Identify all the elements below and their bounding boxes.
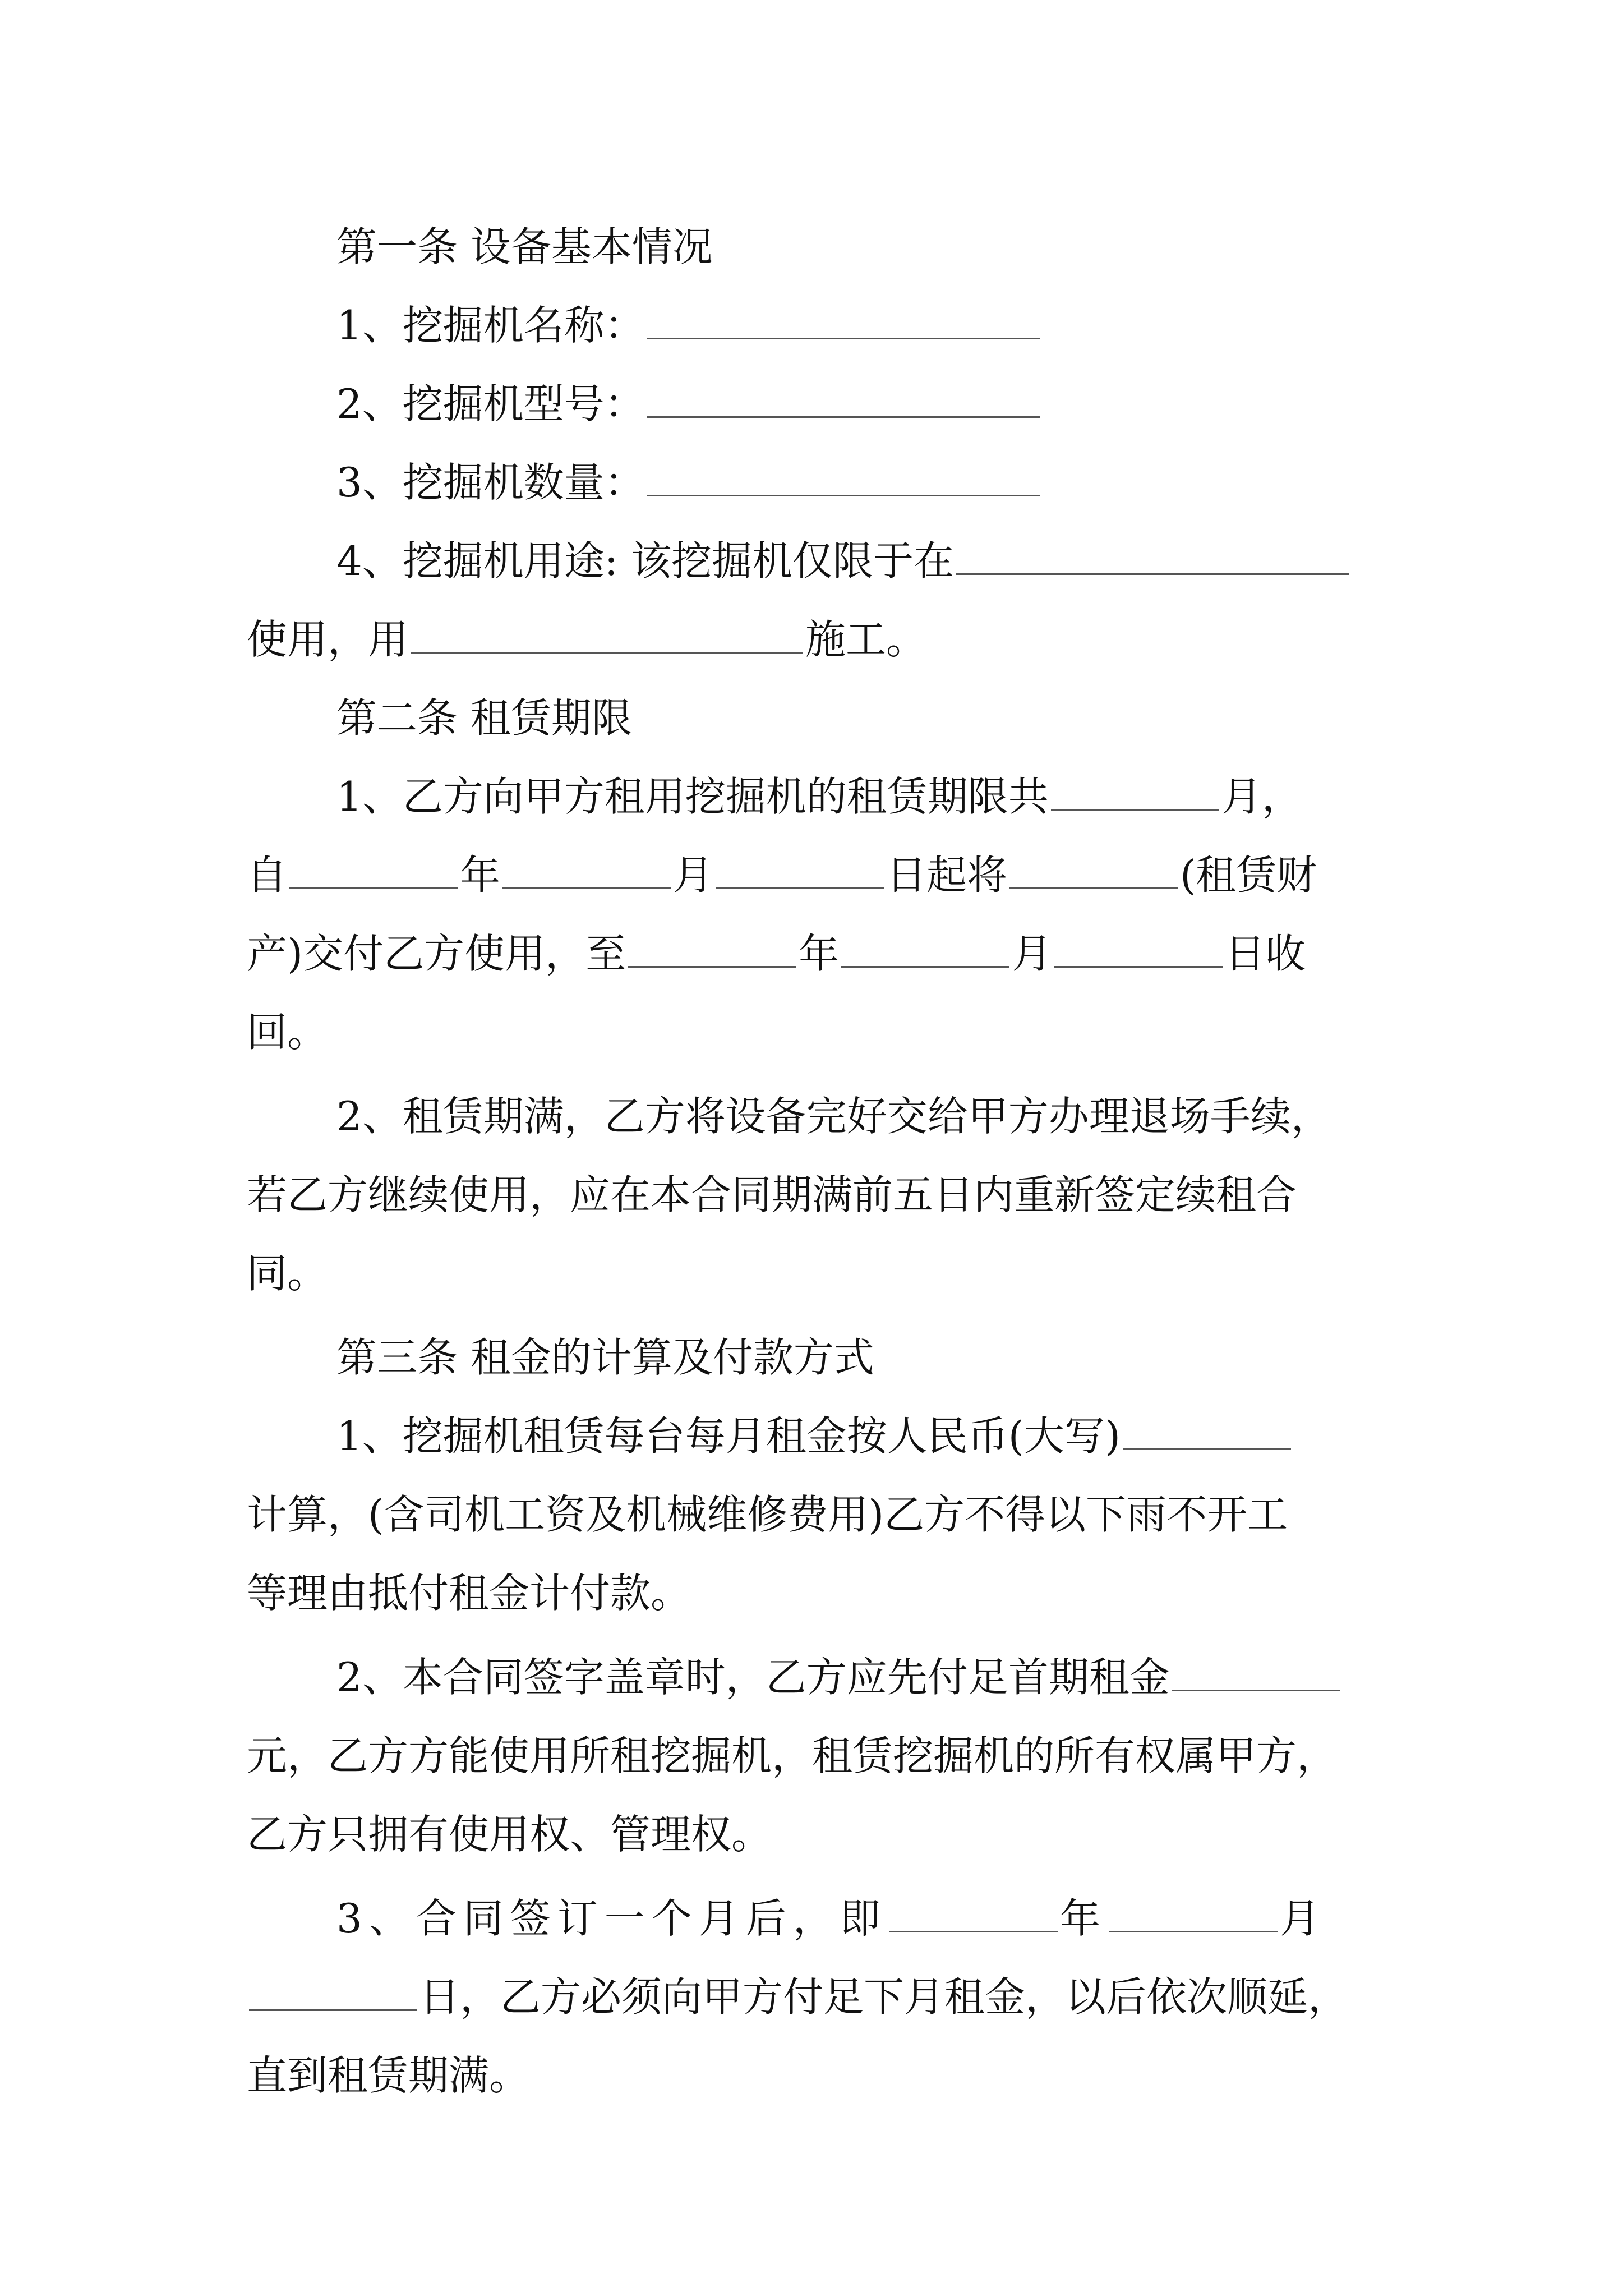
expiry-text-3: 同。 — [247, 1250, 328, 1297]
payment-day-blank — [249, 1975, 417, 2011]
monthly-rent-blank — [1123, 1414, 1291, 1450]
end-year-text: 年 — [799, 930, 840, 977]
article-2-para-2-line-1 — [247, 1077, 1385, 1156]
expiry-text-1: 2、租赁期满，乙方将设备完好交给甲方办理退场手续， — [336, 1093, 1331, 1140]
from-text: 自 — [247, 852, 288, 899]
article-3-para-1-line-3 — [247, 1554, 1385, 1632]
article-2-para-1-line-1 — [247, 757, 1385, 836]
excavator-model-blank — [647, 381, 1040, 418]
lease-term-unit: 月， — [1221, 773, 1302, 820]
article-3-para-2-line-2 — [247, 1717, 1385, 1795]
lease-months-blank — [1051, 774, 1219, 811]
leased-property-text: (租赁财 — [1180, 852, 1317, 899]
day-text: 日起将 — [886, 852, 1008, 899]
handover-text: 产)交付乙方使用，至 — [247, 930, 626, 977]
article-3-para-2-line-1 — [247, 1638, 1385, 1717]
payment-month-blank — [1109, 1896, 1278, 1932]
article-3-heading — [247, 1318, 1385, 1397]
start-year-blank — [289, 853, 458, 889]
payment-text-1: 3、合同签订一个月后，即 — [336, 1895, 887, 1942]
article-1-item-3 — [247, 443, 1385, 522]
article-2-para-1-line-3 — [247, 914, 1385, 993]
article-3-heading-text: 第三条 租金的计算及付款方式 — [336, 1334, 874, 1381]
end-month-text: 月 — [1012, 930, 1053, 977]
article-2-heading — [247, 679, 1385, 757]
start-day-blank — [716, 853, 884, 889]
payment-year-blank — [889, 1896, 1058, 1932]
article-2-para-2-line-3 — [247, 1234, 1385, 1313]
article-1-heading — [247, 208, 1385, 286]
lease-term-text: 1、乙方向甲方租用挖掘机的租赁期限共 — [336, 773, 1049, 820]
payment-month-text: 月 — [1279, 1895, 1327, 1942]
article-1-item-4 — [247, 522, 1385, 600]
article-2-heading-text: 第二条 租赁期限 — [336, 694, 632, 742]
article-3-para-3-line-2 — [247, 1958, 1385, 2036]
rent-text-1: 1、挖掘机租赁每台每月租金按人民币(大写) — [336, 1412, 1121, 1460]
first-rent-blank — [1172, 1655, 1340, 1691]
article-1-item-1 — [247, 286, 1385, 365]
item-1-label: 1、挖掘机名称： — [336, 302, 645, 349]
end-day-text: 日收 — [1225, 930, 1306, 977]
payment-text-3: 直到租赁期满。 — [247, 2052, 530, 2099]
usage-location-blank — [956, 539, 1349, 575]
article-1-heading-text: 第一条 设备基本情况 — [336, 223, 713, 270]
item-4-text-end: 施工。 — [805, 616, 927, 663]
article-2-para-2-line-2 — [247, 1156, 1385, 1234]
excavator-name-blank — [647, 303, 1040, 339]
payment-text-2: 日，乙方必须向甲方付足下月租金，以后依次顺延， — [419, 1973, 1349, 2021]
usage-purpose-blank — [411, 617, 803, 654]
end-month-blank — [841, 931, 1009, 968]
deposit-text-3: 乙方只拥有使用权、管理权。 — [247, 1811, 772, 1858]
start-month-blank — [502, 853, 671, 889]
end-day-blank — [1054, 931, 1223, 968]
excavator-quantity-blank — [647, 460, 1040, 496]
article-1-item-2 — [247, 365, 1385, 443]
contract-body — [247, 208, 1385, 2115]
item-4-text-cont: 使用，用 — [247, 616, 409, 663]
item-4-text: 4、挖掘机用途: 该挖掘机仅限于在 — [336, 537, 954, 585]
deposit-text-1: 2、本合同签字盖章时，乙方应先付足首期租金 — [336, 1654, 1170, 1701]
rent-text-3: 等理由抵付租金计付款。 — [247, 1570, 691, 1617]
leased-property-blank — [1009, 853, 1178, 889]
article-3-para-3-line-3 — [247, 2036, 1385, 2115]
article-3-para-1-line-1 — [247, 1397, 1385, 1475]
month-text: 月 — [673, 852, 714, 899]
article-3-para-1-line-2 — [247, 1475, 1385, 1554]
item-3-label: 3、挖掘机数量： — [336, 459, 645, 506]
return-text: 回。 — [247, 1009, 328, 1056]
article-1-item-4-cont — [247, 600, 1385, 679]
end-year-blank — [628, 931, 796, 968]
deposit-text-2: 元，乙方方能使用所租挖掘机，租赁挖掘机的所有权属甲方， — [247, 1732, 1338, 1779]
expiry-text-2: 若乙方继续使用，应在本合同期满前五日内重新签定续租合 — [247, 1171, 1297, 1218]
item-2-label: 2、挖掘机型号： — [336, 380, 645, 427]
payment-year-text: 年 — [1059, 1895, 1107, 1942]
rent-text-2: 计算，(含司机工资及机械维修费用)乙方不得以下雨不开工 — [247, 1491, 1288, 1538]
article-2-para-1-line-4 — [247, 993, 1385, 1071]
article-2-para-1-line-2 — [247, 836, 1385, 914]
article-3-para-3-line-1 — [247, 1879, 1385, 1958]
year-text: 年 — [460, 852, 501, 899]
article-3-para-2-line-3 — [247, 1795, 1385, 1874]
